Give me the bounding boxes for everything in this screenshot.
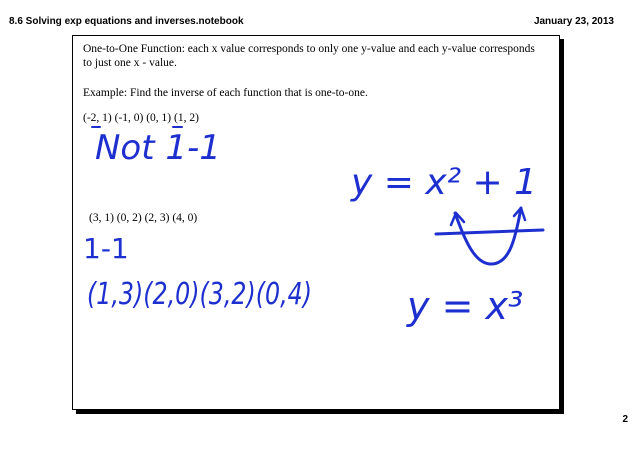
equation-cubic: y = x³	[407, 284, 524, 328]
definition-line-2: to just one x - value.	[83, 57, 177, 69]
notebook-slide	[72, 35, 560, 410]
document-filename: 8.6 Solving exp equations and inverses.notebook	[9, 16, 244, 27]
verdict-not-one-to-one: Not 1-1	[95, 128, 221, 168]
document-date: January 23, 2013	[533, 16, 614, 27]
ordered-pairs-set-2: (3, 1) (0, 2) (2, 3) (4, 0)	[89, 212, 198, 224]
parabola-sketch	[455, 208, 521, 264]
horizontal-line-test	[436, 230, 543, 234]
handwriting-layer	[73, 36, 559, 409]
page-number: 2	[622, 414, 628, 425]
ordered-pairs-set-1: (-2, 1) (-1, 0) (0, 1) (1, 2)	[83, 112, 199, 124]
equation-parabola: y = x² + 1	[351, 162, 538, 203]
inverse-pairs: (1,3)(2,0)(3,2)(0,4)	[87, 277, 312, 312]
verdict-one-to-one: 1-1	[83, 232, 129, 265]
example-prompt: Example: Find the inverse of each function that is one-to-one.	[83, 87, 368, 99]
definition-line-1: One-to-One Function: each x value corresponds to only one y-value and each y-value corresponds	[83, 43, 535, 55]
